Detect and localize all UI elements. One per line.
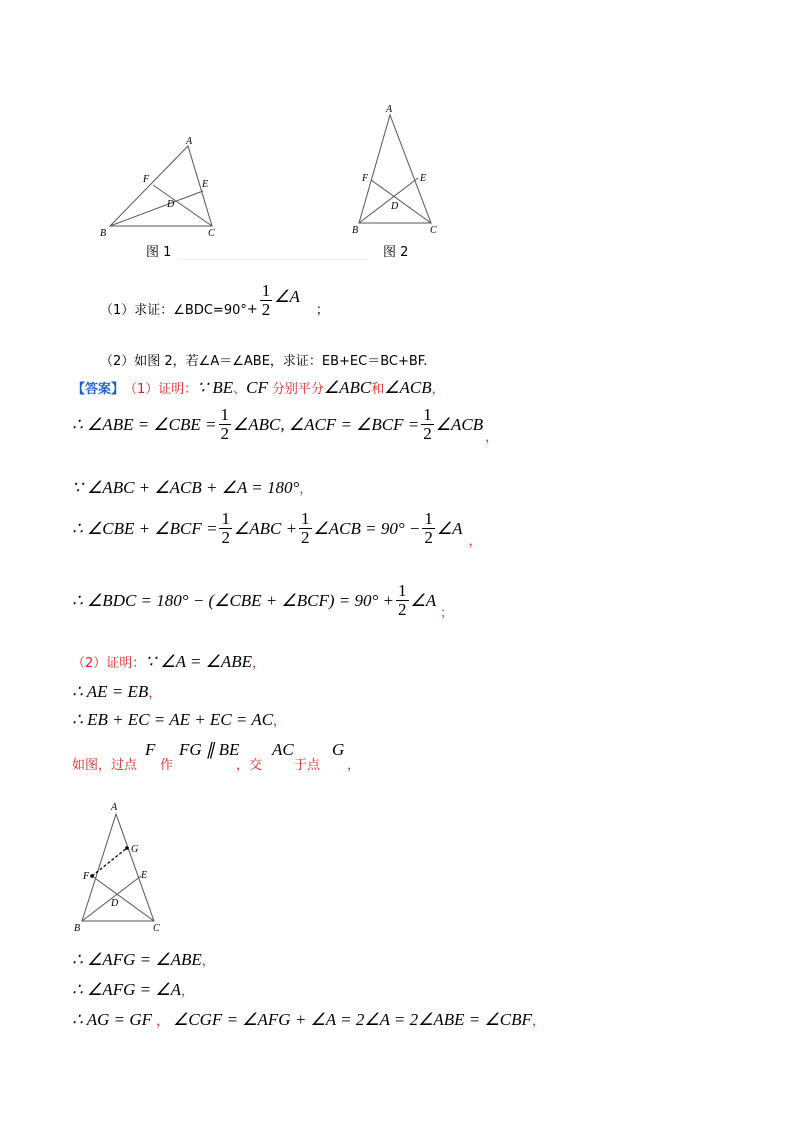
half-numerator: 1 [301, 509, 310, 529]
answer-5-part-a: ∴ ∠BDC = 180° − (∠CBE + ∠BCF) = 90° + [72, 590, 395, 610]
answer-3-end: ， [299, 482, 313, 497]
answer-1-be: ∵ BE [197, 378, 234, 397]
answer-4-end: ， [468, 534, 482, 549]
answer-12-part-b: ∠CGF = ∠AFG + ∠A = 2∠A = 2∠ABE = ∠CBF [173, 1010, 532, 1029]
fig3-label-E: E [141, 870, 148, 881]
answer-9-text-2: 作 [160, 758, 174, 773]
answer-12-sep: ， [156, 1014, 170, 1029]
figure-1 [96, 130, 231, 240]
answer-line-2 [72, 404, 498, 445]
fig1-label-D: D [167, 199, 175, 210]
half-numerator: 1 [221, 509, 230, 529]
question-1 [100, 282, 329, 319]
answer-line-5 [72, 580, 453, 621]
answer-7-math: ∴ AE = EB [72, 682, 149, 701]
answer-9-text-1: 如图，过点 [72, 758, 138, 773]
answer-line-8 [72, 710, 286, 730]
half-denominator: 2 [220, 424, 229, 443]
answer-line-4 [72, 508, 482, 549]
answer-4-half-1 [219, 510, 232, 547]
half-numerator: 1 [398, 581, 407, 601]
fig2-label-C: C [430, 225, 437, 236]
answer-2-part-b: ∠ABC, ∠ACF = ∠BCF = [233, 414, 420, 434]
fig3-label-D: D [111, 898, 119, 909]
answer-9-ac: AC [272, 740, 294, 759]
half-denominator: 2 [423, 424, 432, 443]
question-2: （2）如图 2，若∠A＝∠ABE，求证：EB+EC＝BC+BF. [100, 354, 428, 369]
answer-9-point-g: G [332, 740, 345, 759]
figure-1-diagram [96, 130, 231, 240]
answer-1-cf: CF [246, 378, 268, 397]
answer-1-proof-label: （1）证明： [124, 382, 198, 397]
answer-12-part-a: ∴ AG = GF [72, 1010, 153, 1029]
answer-4-part-b: ∠ABC + [233, 518, 298, 538]
answer-4-part-a: ∴ ∠CBE + ∠BCF = [72, 518, 218, 538]
answer-9-text-4: 于点 [294, 758, 321, 773]
answer-2-half-2 [421, 406, 434, 443]
answer-9-end: ， [347, 758, 361, 773]
fig1-label-B: B [100, 228, 107, 239]
half-numerator: 1 [220, 405, 229, 425]
answer-line-7 [72, 682, 161, 702]
answer-line-3 [72, 478, 312, 498]
answer-2-half-1 [219, 406, 232, 443]
answer-line-10 [72, 950, 215, 970]
fig2-label-B: B [352, 225, 359, 236]
answer-10-math: ∴ ∠AFG = ∠ABE [72, 950, 202, 969]
answer-9-fg-parallel-be: FG ∥ BE [179, 740, 240, 759]
fig3-label-C: C [153, 923, 160, 934]
answer-1-bisect-text: 分别平分 [271, 382, 324, 397]
half-denominator: 2 [301, 528, 310, 547]
answer-line-6 [72, 652, 265, 672]
answer-1-and: 和 [371, 382, 385, 397]
fig2-label-D: D [391, 201, 399, 212]
answer-11-math: ∴ ∠AFG = ∠A [72, 980, 181, 999]
answer-4-part-d: ∠A [436, 518, 463, 538]
answer-11-end: ， [180, 984, 194, 999]
answer-7-end: ， [148, 686, 162, 701]
fig1-label-E: E [202, 179, 209, 190]
answer-4-half-2 [299, 510, 312, 547]
answer-8-end: ， [273, 714, 287, 729]
question-1-fraction-denominator: 2 [261, 299, 271, 319]
answer-1-angle-acb: ∠ACB [384, 378, 432, 397]
fig3-label-F: F [83, 871, 90, 882]
question-1-fraction [260, 282, 273, 319]
answer-9-point-f: F [145, 740, 156, 759]
fig2-label-A: A [386, 104, 393, 115]
figure-2 [347, 102, 447, 242]
figure-3 [70, 800, 170, 940]
half-denominator: 2 [398, 600, 407, 619]
question-1-angle: ∠A [274, 287, 300, 307]
answer-2-end: ， [485, 430, 499, 445]
answer-4-part-c: ∠ACB = 90° − [313, 518, 421, 538]
answer-6-end: ， [252, 656, 266, 671]
figure-1-underline [178, 259, 368, 260]
fig3-label-B: B [74, 923, 81, 934]
answer-line-12 [72, 1010, 545, 1030]
answer-1-end: ， [431, 382, 445, 397]
answer-1-angle-abc: ∠ABC [323, 378, 372, 397]
question-1-fraction-numerator: 1 [261, 281, 271, 300]
fig1-label-F: F [143, 174, 150, 185]
answer-line-1 [72, 378, 445, 398]
answer-5-end: ； [440, 606, 454, 621]
answer-12-end: ， [531, 1014, 545, 1029]
answer-1-sep: 、 [233, 382, 247, 397]
answer-6-math: ∵ ∠A = ∠ABE [145, 652, 253, 671]
half-numerator: 1 [424, 509, 433, 529]
answer-5-half [396, 582, 409, 619]
fig1-label-C: C [208, 228, 215, 239]
figure-2-diagram [347, 102, 447, 242]
answer-10-end: ， [201, 954, 215, 969]
answer-tag: 【答案】 [72, 382, 125, 397]
answer-line-11 [72, 980, 194, 1000]
figure-1-caption: 图 1 [146, 245, 172, 260]
half-numerator: 1 [423, 405, 432, 425]
answer-2-part-a: ∴ ∠ABE = ∠CBE = [72, 414, 217, 434]
figure-2-caption: 图 2 [383, 245, 409, 260]
half-denominator: 2 [221, 528, 230, 547]
fig3-label-G: G [131, 844, 139, 855]
answer-5-part-b: ∠A [410, 590, 437, 610]
question-1-plus: + [246, 301, 258, 317]
answer-9-text-3: ，交 [236, 758, 263, 773]
question-1-end: ； [315, 302, 329, 318]
fig2-label-F: F [362, 173, 369, 184]
fig1-label-A: A [186, 136, 193, 147]
figure-3-diagram [70, 800, 170, 940]
fig3-label-A: A [111, 802, 118, 813]
question-1-text: （1）求证：∠BDC=90° [100, 302, 247, 318]
answer-4-half-3 [422, 510, 435, 547]
answer-6-proof-label: （2）证明： [72, 656, 146, 671]
answer-3-text: ∵ ∠ABC + ∠ACB + ∠A = 180° [72, 478, 300, 497]
fig2-label-E: E [420, 173, 427, 184]
answer-8-math: ∴ EB + EC = AE + EC = AC [72, 710, 274, 729]
answer-2-part-c: ∠ACB [435, 414, 484, 434]
half-denominator: 2 [424, 528, 433, 547]
